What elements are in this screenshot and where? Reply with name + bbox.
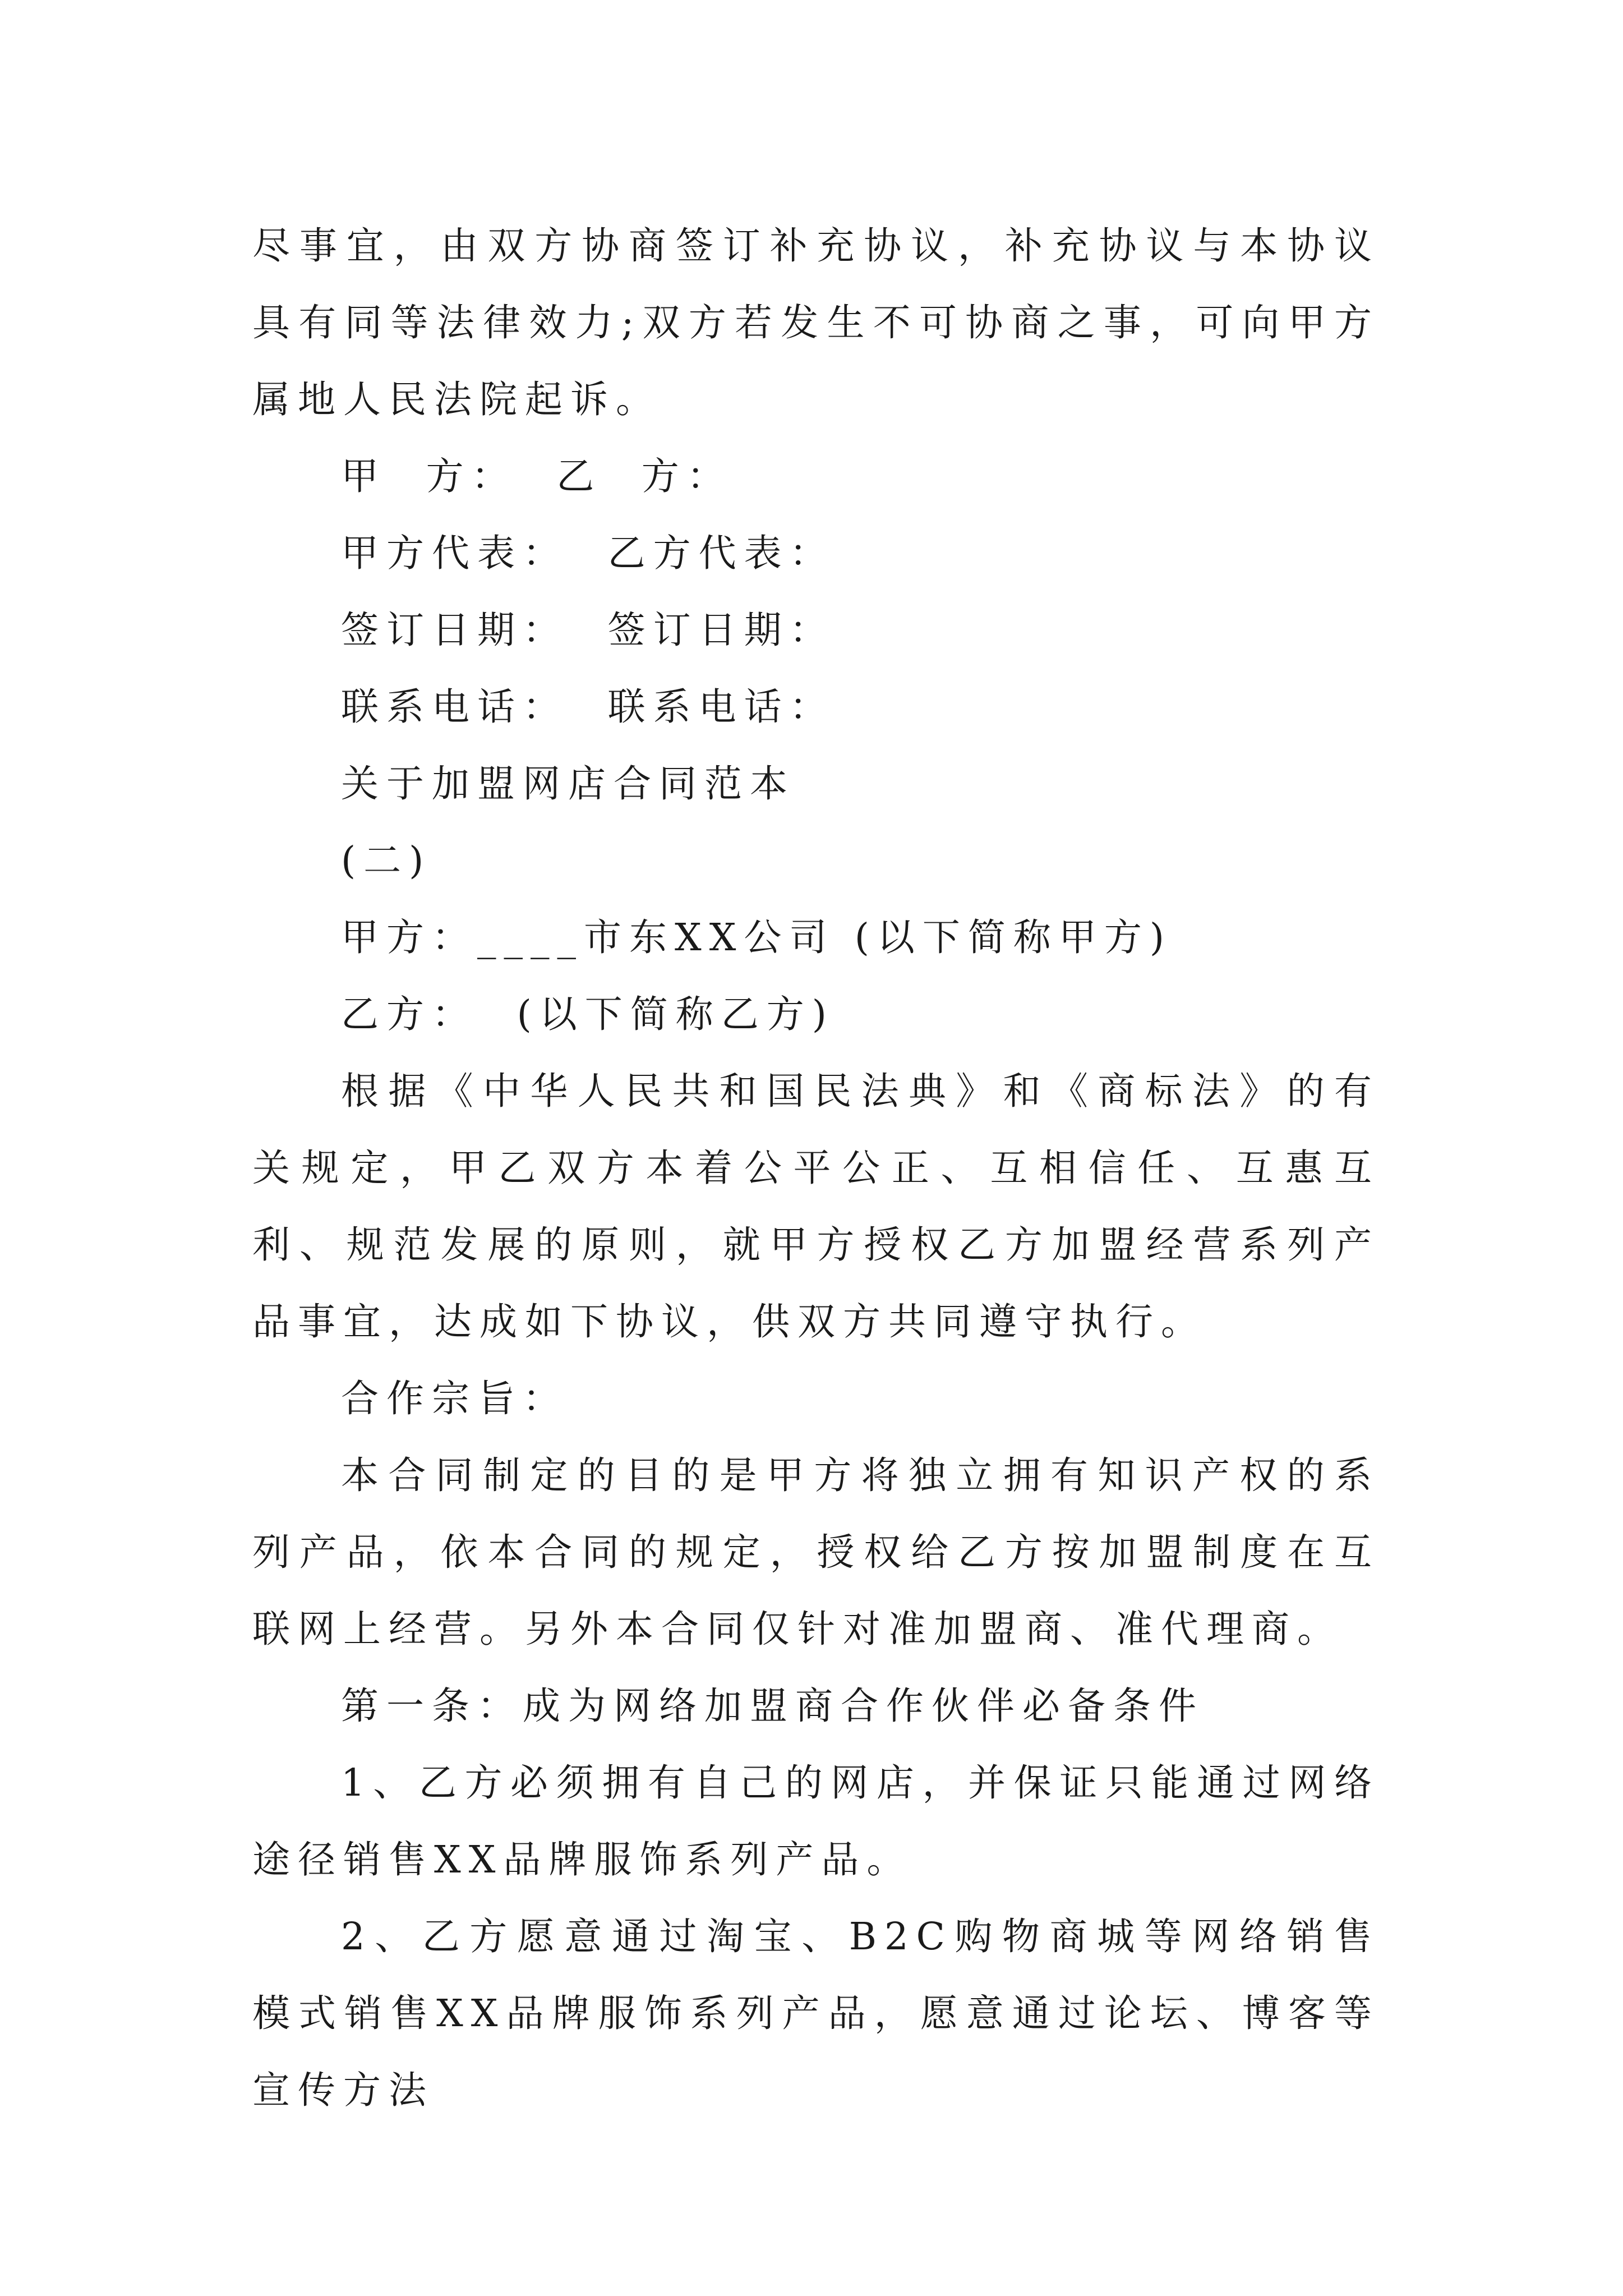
party-b-line: 乙方： (以下简称乙方) <box>341 992 834 1036</box>
signature-phone-line: 联系电话： 联系电话： <box>341 685 835 729</box>
paragraph-closing-clause: 尽事宜，由双方协商签订补充协议，补充协议与本协议具有同等法律效力;双方若发生不可协商之事，可向甲方属地人民法院起诉。 <box>252 224 1380 421</box>
section-heading-purpose: 合作宗旨： <box>341 1377 568 1420</box>
signature-representative-line: 甲方代表： 乙方代表： <box>341 531 835 575</box>
article-one-item-2: 2、乙方愿意通过淘宝、B2C购物商城等网络销售模式销售XX品牌服饰系列产品，愿意通过论坛、博客等宣传方法 <box>252 1915 1380 2112</box>
party-a-line: 甲方：____市东XX公司 (以下简称甲方) <box>341 915 1172 959</box>
document-body <box>252 208 1380 2129</box>
document-title: 关于加盟网店合同范本 <box>341 762 795 806</box>
signature-date-line: 签订日期： 签订日期： <box>341 608 835 652</box>
article-one-heading: 第一条：成为网络加盟商合作伙伴必备条件 <box>341 1684 1204 1728</box>
paragraph-preamble: 根据《中华人民共和国民法典》和《商标法》的有关规定，甲乙双方本着公平公正、互相信任、互惠互利、规范发展的原则，就甲方授权乙方加盟经营系列产品事宜，达成如下协议，供双方共同遵守执行。 <box>252 1069 1380 1343</box>
document-subtitle-number: (二) <box>341 839 432 882</box>
signature-party-line: 甲 方： 乙 方： <box>341 454 732 498</box>
paragraph-purpose: 本合同制定的目的是甲方将独立拥有知识产权的系列产品，依本合同的规定，授权给乙方按加盟制度在互联网上经营。另外本合同仅针对准加盟商、准代理商。 <box>252 1453 1380 1651</box>
article-one-item-1: 1、乙方必须拥有自己的网店，并保证只能通过网络途径销售XX品牌服饰系列产品。 <box>252 1761 1380 1881</box>
